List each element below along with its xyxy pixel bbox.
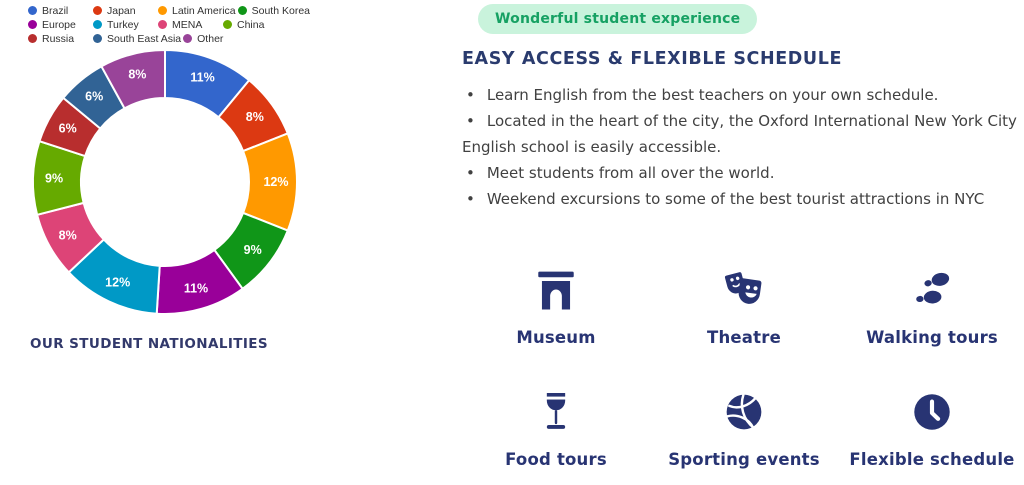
legend-row bbox=[28, 18, 338, 31]
feature-sporting-events bbox=[650, 374, 838, 474]
legend-item-turkey bbox=[93, 19, 156, 31]
legend-color-dot bbox=[158, 6, 167, 15]
legend-label: China bbox=[237, 18, 265, 31]
legend-item-latin-america bbox=[158, 5, 236, 17]
footprints-icon bbox=[910, 252, 954, 328]
wine-glass-icon bbox=[534, 374, 578, 450]
feature-label: Theatre bbox=[707, 328, 781, 347]
slice-percent-label: 12% bbox=[263, 175, 289, 189]
legend-item-brazil bbox=[28, 5, 91, 17]
bullet-dot: • bbox=[466, 112, 475, 130]
slice-percent-label: 9% bbox=[45, 171, 64, 186]
legend-label: Japan bbox=[107, 4, 136, 17]
bullet-dot: • bbox=[466, 86, 475, 104]
chart-title: OUR STUDENT NATIONALITIES bbox=[30, 336, 269, 352]
info-section bbox=[462, 0, 1024, 485]
donut-chart bbox=[15, 40, 315, 330]
legend-label: Turkey bbox=[107, 18, 139, 31]
legend-label: Russia bbox=[42, 32, 75, 45]
feature-label: Walking tours bbox=[866, 328, 998, 347]
legend-label: Other bbox=[197, 32, 224, 45]
museum-arch-icon bbox=[534, 252, 578, 328]
legend-item-europe bbox=[28, 19, 91, 31]
bullet-text: Located in the heart of the city, the Oxford International New York City English school is easily accessible. bbox=[462, 112, 1017, 156]
volleyball-icon bbox=[722, 374, 766, 450]
feature-label: Food tours bbox=[505, 450, 607, 469]
bullet-list bbox=[462, 82, 1024, 212]
legend-color-dot bbox=[158, 20, 167, 29]
bullet-item bbox=[462, 186, 1024, 212]
legend-color-dot bbox=[93, 20, 102, 29]
legend-label: South Korea bbox=[251, 4, 311, 17]
legend-label: Europe bbox=[42, 18, 76, 31]
legend-item-china bbox=[223, 19, 286, 31]
legend-item-japan bbox=[93, 5, 156, 17]
legend-item-south-korea bbox=[238, 5, 310, 17]
section-heading: EASY ACCESS & FLEXIBLE SCHEDULE bbox=[462, 49, 843, 69]
bullet-item bbox=[462, 160, 1024, 186]
slice-percent-label: 11% bbox=[183, 281, 209, 296]
feature-food-tours bbox=[462, 374, 650, 474]
bullet-text: Learn English from the best teachers on your own schedule. bbox=[486, 86, 939, 104]
bullet-text: Meet students from all over the world. bbox=[486, 164, 775, 182]
experience-badge: Wonderful student experience bbox=[478, 4, 757, 34]
feature-label: Flexible schedule bbox=[849, 450, 1015, 469]
feature-label: Museum bbox=[516, 328, 596, 347]
legend-item-mena bbox=[158, 19, 221, 31]
theatre-masks-icon bbox=[722, 252, 766, 328]
legend-label: Brazil bbox=[42, 4, 69, 17]
legend-row bbox=[28, 4, 338, 17]
slice-percent-label: 8% bbox=[58, 228, 77, 243]
slice-percent-label: 11% bbox=[190, 70, 215, 85]
legend-color-dot bbox=[238, 6, 247, 15]
bullet-item bbox=[462, 82, 1024, 108]
legend-color-dot bbox=[223, 20, 232, 29]
features-grid bbox=[462, 252, 1024, 474]
feature-museum bbox=[462, 252, 650, 352]
clock-icon bbox=[910, 374, 954, 450]
bullet-dot: • bbox=[466, 190, 475, 208]
feature-label: Sporting events bbox=[668, 450, 820, 469]
slice-percent-label: 6% bbox=[58, 121, 77, 136]
bullet-dot: • bbox=[466, 164, 475, 182]
legend-color-dot bbox=[93, 6, 102, 15]
bullet-item bbox=[462, 108, 1024, 160]
slice-percent-label: 12% bbox=[105, 275, 131, 290]
slice-percent-label: 6% bbox=[85, 89, 104, 104]
slice-percent-label: 9% bbox=[243, 243, 262, 257]
nationalities-chart-section bbox=[0, 0, 345, 485]
feature-walking-tours bbox=[838, 252, 1024, 352]
legend-color-dot bbox=[28, 20, 37, 29]
slice-percent-label: 8% bbox=[128, 67, 147, 82]
feature-theatre bbox=[650, 252, 838, 352]
legend-color-dot bbox=[28, 6, 37, 15]
legend-label: MENA bbox=[172, 18, 203, 31]
feature-flexible-schedule bbox=[838, 374, 1024, 474]
legend-label: South East Asia bbox=[107, 32, 182, 45]
bullet-text: Weekend excursions to some of the best tourist attractions in NYC bbox=[486, 190, 985, 208]
legend-label: Latin America bbox=[172, 4, 236, 17]
slice-percent-label: 8% bbox=[245, 109, 264, 124]
